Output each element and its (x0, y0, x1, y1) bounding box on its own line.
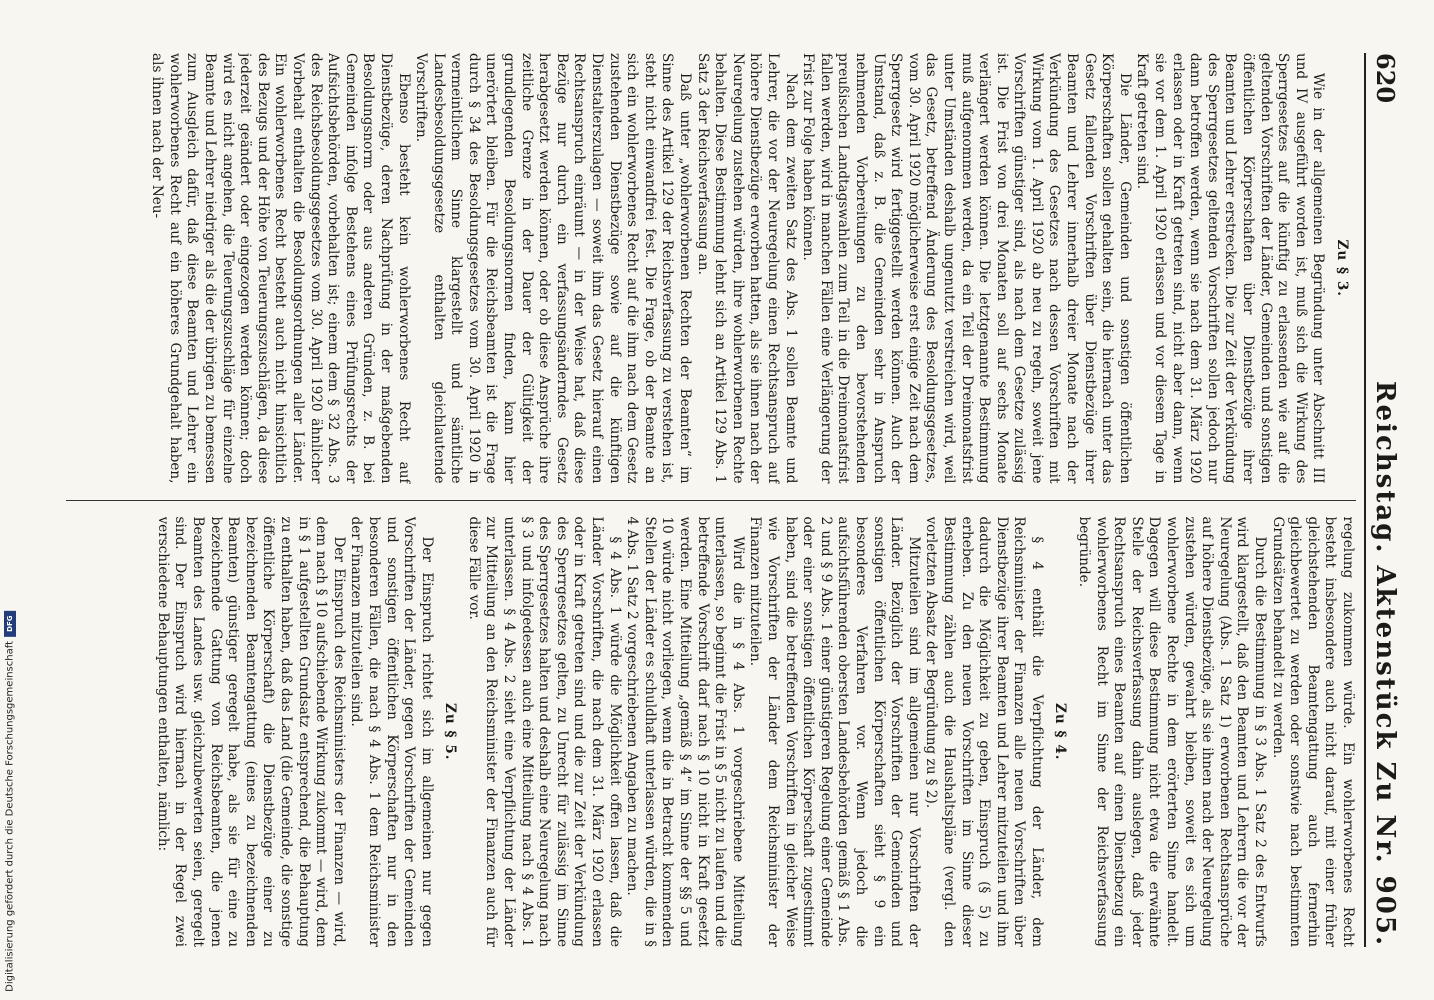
section-heading: Zu § 5. (442, 702, 459, 761)
left-column (66, 53, 1356, 484)
right-column (66, 517, 1356, 948)
running-title: Reichstag. Aktenstück Zu Nr. 905. (1370, 380, 1400, 947)
paragraph: § 4 enthält die Verpflichtung der Länder, dem Reichsminister der Finanzen alle neuen Vorschriften über Dienstbezüge ihrer Beamten und Lehrer mitzuteilen und ihm dadurch die Möglichkeit zu geben, Einspruch (§ 5) zu erheben. Zu den neuen Vorschriften im Sinne dieser Bestimmung zählen auch die Haushaltspläne (vergl. den vorletzten Absatz der Begründung zu § 2). (923, 516, 1045, 947)
paragraph: Der Einspruch des Reichsministers der Finanzen — wird, dem nach § 10 aufschiebende Wirkung zukommt — wird, dem in § 1 aufgestellten Grundsatz entsprechend, die Behauptung zu enthalten haben, daß das Land (die Gemeinde, die sonstige öffentliche Körperschaft) die Dienstbezüge einer zu bezeichnenden Beamtengattung (eines zu bezeichnenden Beamten) günstiger geregelt habe, als sie für eine zu bezeichnende Gattung von Reichsbeamten, die jenen Beamten des Landes usw. gleichzubewerten seien, geregelt sind. Der Einspruch wird hiernach in der Regel zwei verschiedene Behauptungen enthalten, nämlich: (154, 516, 347, 947)
dfg-logo: DFG (4, 611, 16, 637)
document-page (50, 35, 1410, 965)
section-heading: Zu § 4. (1052, 702, 1069, 761)
page-number: 620 (1371, 53, 1400, 104)
paragraph: § 4 Abs. 1 würde die Möglichkeit offen lassen, daß die Länder Vorschriften, die nach dem 31. März 1920 erlassen oder in Kraft getreten sind und die zur Zeit der Verkündung des Sperrgesetzes gelten, zu Unrecht für zulässig im Sinne des Sperrgesetzes halten und deshalb eine Neuregelung nach § 3 und infolgedessen auch eine Mitteilung nach § 4 Abs. 1 unterlassen. § 4 Abs. 2 sieht eine Verpflichtung der Länder zur Mitteilung an den Reichsminister der Finanzen auch für diese Fälle vor. (465, 516, 623, 947)
paragraph: Nach dem zweiten Satz des Abs. 1 sollen Beamte und Lehrer, die vor der Neuregelung einen Rechtsanspruch auf höhere Dienstbezüge erworben hatten, als sie ihnen nach der Neuregelung zustehen würden, ihre wohlerworbenen Rechte behalten. Diese Bestimmung lehnt sich an Artikel 129 Abs. 1 Satz 3 der Reichsverfassung an. (694, 53, 799, 484)
paragraph: Mitzuteilen sind im allgemeinen nur Vorschriften der Länder. Bezüglich der Vorschriften der Gemeinden und sonstigen öffentlichen Körperschaften sieht § 9 ein besonderes Verfahren vor. Wenn jedoch die aufsichtsführenden obersten Landesbehörden gemäß § 1 Abs. 2 und § 9 Abs. 1 einer günstigeren Regelung einer Gemeinde oder einer sonstigen öffentlichen Körperschaft zugestimmt haben, sind die betreffenden Vorschriften in gleicher Weise wie Vorschriften der Länder dem Reichsminister der Finanzen mitzuteilen. (747, 516, 922, 947)
column-divider (66, 500, 1356, 501)
paragraph: Daß unter „wohlerworbenen Rechten der Beamten“ im Sinne des Artikel 129 der Reichsverfassung zu verstehen ist, steht nicht einwandfrei fest. Die Frage, ob der Beamte an sich ein wohlerworbenes Recht auf die ihm nach dem Gesetz zustehenden Dienstbezüge sowie auf die künftigen Dienstalterszulagen — soweit ihm das Gesetz hierauf einen Rechtsanspruch einräumt — in der Weise hat, daß diese Bezüge nur durch ein verfassungsänderndes Gesetz herabgesetzt werden können, oder ob diese Ansprüche ihre zeitliche Grenze in der Dauer der Gültigkeit der grundlegenden Besoldungsnormen finden, kann hier unerörtert bleiben. Für die Reichsbeamten ist die Frage durch § 34 des Besoldungsgesetzes vom 30. April 1920 in vermeintlichem Sinne klargestellt und sämtliche Landesbesoldungsgesetze enthalten gleichlautende Vorschriften. (413, 53, 694, 484)
section-heading: Zu § 3. (1334, 239, 1350, 298)
paragraph: regelung zukommen würde. Ein wohlerworbenes Recht besteht insbesondere auch nicht darauf, mit einer früher gleichstehenden Beamtengattung auch fernerhin gleichbewertet zu werden oder sonstwie nach bestimmten Grundsätzen behandelt zu werden. (1269, 516, 1356, 947)
paragraph: Die Länder, Gemeinden und sonstigen öffentlichen Körperschaften sollen gehalten sein, die hiernach unter das Gesetz fallenden Vorschriften über Dienstbezüge ihrer Beamten und Lehrer innerhalb dreier Monate nach der Verkündung des Gesetzes nach dessen Vorschriften mit Wirkung vom 1. April 1920 ab neu zu regeln, soweit jene Vorschriften günstiger sind, als nach dem Gesetze zulässig ist. Die Frist von drei Monaten soll auf sechs Monate verlängert werden können. Die letztgenannte Bestimmung muß aufgenommen werden, da ein Teil der Dreimonatsfrist unter Umständen deshalb ungenutzt verstreichen wird, weil das Gesetz, betreffend Änderung des Besoldungsgesetzes, vom 30. April 1920 möglicherweise erst einige Zeit nach dem Sperrgesetz wird fertiggestellt werden können. Auch der Umstand, daß z. B. die Gemeinden sehr in Anspruch nehmenden Vorbereitungen zu den bevorstehenden preußischen Landtagswahlen zum Teil in die Dreimonatsfrist fallen werden, wird in manchen Fällen eine Verlängerung der Frist zur Folge haben können. (800, 53, 1133, 484)
paragraph: Der Einspruch richtet sich im allgemeinen nur gegen Vorschriften der Länder, gegen Vorschriften der Gemeinden und sonstigen öffentlichen Körperschaften nur in den besonderen Fällen, die nach § 4 Abs. 1 dem Reichsminister der Finanzen mitzuteilen sind. (348, 516, 435, 947)
paragraph: Wird die in § 4 Abs. 1 vorgeschriebene Mitteilung unterlassen, so beginnt die Frist in § 5 nicht zu laufen und die betreffende Vorschrift darf nach § 10 nicht in Kraft gesetzt werden. Eine Mitteilung „gemäß § 4“ im Sinne der §§ 5 und 10 würde nicht vorliegen, wenn die in Betracht kommenden Stellen der Länder es schuldhaft unterlassen würden, die in § 4 Abs. 1 Satz 2 vorgeschriebenen Angaben zu machen. (624, 516, 746, 947)
credit-text: Digitalisierung gefördert durch die Deutsche Forschungsgemeinschaft (4, 641, 16, 992)
two-column-body (66, 53, 1356, 947)
paragraph: Wie in der allgemeinen Begründung unter Abschnitt III und IV ausgeführt worden ist, muß sich die Wirkung des Sperrgesetzes auf die künftig zu erlassenden wie auf die geltenden Vorschriften der Länder, Gemeinden und sonstigen öffentlichen Körperschaften über Dienstbezüge ihrer Beamten und Lehrer erstrecken. Die zur Zeit der Verkündung des Sperrgesetzes geltenden Vorschriften sollen jedoch nur dann betroffen werden, wenn sie nach dem 31. März 1920 erlassen oder in Kraft getreten sind, nicht aber dann, wenn sie vor dem 1. April 1920 erlassen und vor diesem Tage in Kraft getreten sind. (1134, 53, 1327, 484)
paragraph: Durch die Bestimmung in § 3 Abs. 1 Satz 2 des Entwurfs wird klargestellt, daß den Beamten und Lehrern die vor der Neuregelung (Abs. 1 Satz 1) erworbenen Rechtsansprüche auf höhere Dienstbezüge, als sie ihnen nach der Neuregelung zustehen würden, gewahrt bleiben, soweit es sich um wohlerworbene Rechte in dem erörterten Sinne handelt. Dagegen will diese Bestimmung nicht etwa die erwähnte Stelle der Reichsverfassung dahin auslegen, daß jeder Rechtsanspruch eines Beamten auf einen Dienstbezug ein wohlerworbenes Recht im Sinne der Reichsverfassung begründe. (1076, 516, 1269, 947)
paragraph: Ebenso besteht kein wohlerworbenes Recht auf Dienstbezüge, deren Nachprüfung in der maßgebenden Besoldungsnorm oder aus anderen Gründen, z. B. bei Gemeinden infolge Bestehens eines Prüfungsrechts der Aufsichtsbehörden, vorbehalten ist; einem dem § 32 Abs. 3 des Reichsbesoldungsgesetzes vom 30. April 1920 ähnlicher Vorbehalt enthalten die Besoldungsordnungen aller Länder. Ein wohlerworbenes Recht besteht auch nicht hinsichtlich des Bezugs und der Höhe von Teuerungszuschlägen, da diese jederzeit geändert oder eingezogen werden können; doch wird es nicht angehen, die Teuerungszuschläge für einzelne Beamte und Lehrer niedriger als die der übrigen zu bemessen zum Ausgleich dafür, daß diese Beamten und Lehrer ein wohlerworbenes Recht auf ein höheres Grundgehalt haben, als ihnen nach der Neu- (149, 53, 412, 484)
digitization-credit (4, 611, 16, 992)
page-header (1364, 53, 1400, 947)
